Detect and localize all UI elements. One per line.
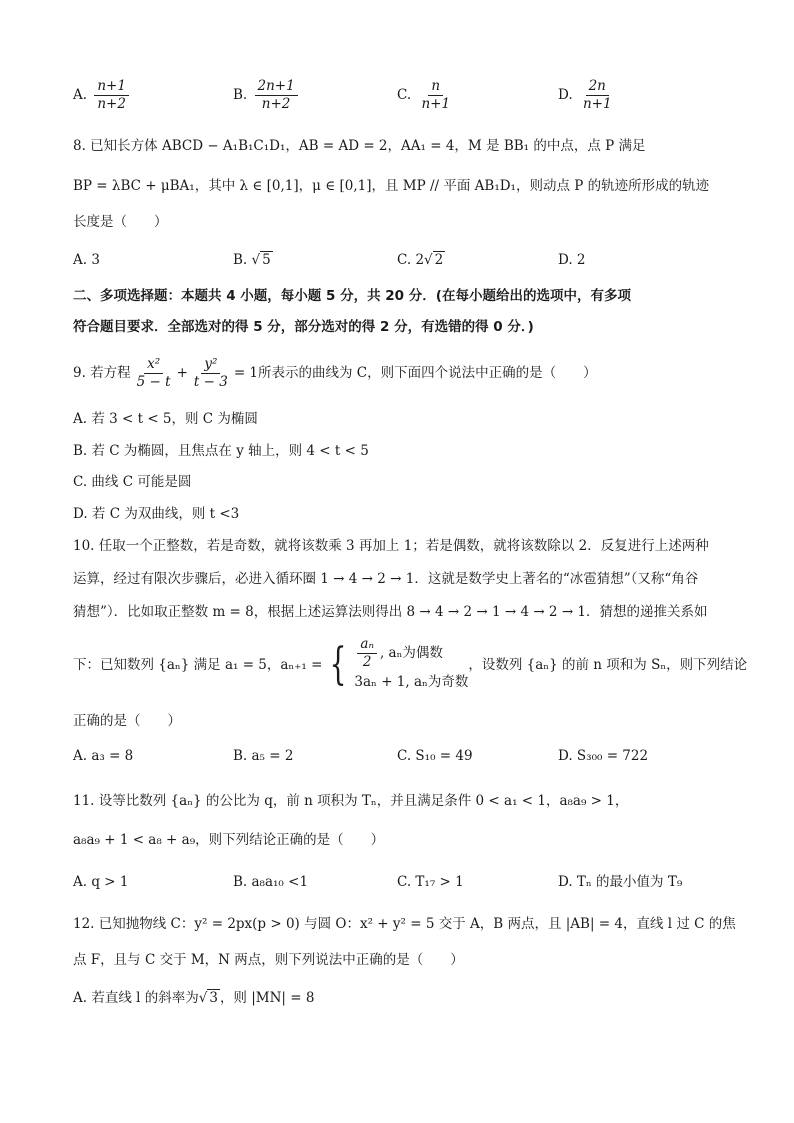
numerator: n [428, 78, 443, 96]
q8-option-c [397, 250, 445, 270]
fraction-y [191, 356, 231, 391]
denominator: t − 3 [193, 374, 228, 390]
q9-prefix: 9. 若方程 [73, 365, 131, 381]
case-even-text: , aₙ为偶数 [379, 645, 443, 661]
sqrt-radicand: 5 [262, 252, 271, 268]
numerator: aₙ [357, 636, 377, 654]
q11-option-c: C. T₁₇ > 1 [397, 874, 464, 890]
case-odd: 3aₙ + 1, aₙ为奇数 [354, 674, 469, 690]
numerator: 2n [586, 78, 609, 96]
left-brace: { [330, 638, 347, 690]
q12-option-a-prefix: A. 若直线 l 的斜率为 [73, 990, 199, 1006]
piecewise-cases [354, 636, 468, 693]
denominator: n+2 [97, 96, 126, 112]
q11-option-d: D. Tₙ 的最小值为 T₉ [558, 874, 683, 890]
q12-option-a-suffix: ，则 |MN| = 8 [219, 990, 315, 1006]
q10-option-b: B. a₅ = 2 [233, 748, 294, 764]
section-2-heading-line-2: 符合题目要求．全部选对的得 5 分，部分选对的得 2 分，有选错的得 0 分．) [73, 319, 534, 335]
q11-line-2: a₈a₉ + 1 < a₈ + a₉，则下列结论正确的是（ ） [73, 832, 385, 848]
q11-line-1: 11. 设等比数列 {aₙ} 的公比为 q，前 n 项积为 Tₙ，并且满足条件 0 < a₁ < 1，a₈a₉ > 1， [73, 793, 629, 809]
option-label: A. [73, 87, 88, 103]
q7-option-b [233, 78, 301, 113]
q10-line-1: 10. 任取一个正整数，若是奇数，就将该数乘 3 再加上 1；若是偶数，就将该数除以 2．反复进行上述两种 [73, 538, 709, 554]
option-label: B. [233, 252, 248, 268]
sqrt-radicand: 3 [209, 990, 218, 1006]
sqrt-symbol: √ [251, 252, 261, 268]
q9-option-d: D. 若 C 为双曲线，则 t <3 [73, 506, 240, 522]
q12-line-2: 点 F，且与 C 交于 M，N 两点，则下列说法中正确的是（ ） [73, 952, 464, 968]
q10-option-d: D. S₃₀₀ = 722 [558, 748, 649, 764]
q10-option-c: C. S₁₀ = 49 [397, 748, 473, 764]
section-2-heading-line-1: 二、多项选择题：本题共 4 小题，每小题 5 分，共 20 分．(在每小题给出的选项中，有多项 [73, 288, 631, 304]
case-even [354, 636, 468, 671]
denominator: 5 − t [136, 374, 171, 390]
coefficient: 2 [415, 252, 425, 268]
option-label: B. [233, 87, 248, 103]
fraction [580, 78, 615, 113]
denominator: 2 [362, 654, 372, 670]
fraction [94, 78, 129, 113]
option-label: D. [558, 87, 573, 103]
q12-line-1: 12. 已知抛物线 C：y² = 2px(p > 0) 与圆 O：x² + y² = 5 交于 A，B 两点，且 |AB| = 4，直线 l 过 C 的焦 [73, 916, 736, 932]
q8-option-d: D. 2 [558, 252, 586, 268]
fraction [357, 636, 377, 671]
q10-line-4 [73, 636, 747, 693]
q10-recurrence [73, 636, 747, 693]
numerator: 2n+1 [255, 78, 298, 96]
q10-option-a: A. a₃ = 8 [73, 748, 134, 764]
q10-line-2: 运算，经过有限次步骤后，必进入循环圈 1 → 4 → 2 → 1．这就是数学史上著名的“冰雹猜想”（又称“角谷 [73, 571, 699, 587]
q7-option-c [397, 78, 456, 113]
sqrt-symbol: √ [424, 252, 433, 268]
fraction [418, 78, 453, 113]
q12-option-a [73, 988, 314, 1008]
q8-option-a: A. 3 [73, 252, 100, 268]
q9-option-a: A. 若 3 < t < 5，则 C 为椭圆 [73, 411, 258, 427]
q11-option-b: B. a₈a₁₀ <1 [233, 874, 309, 890]
q7-option-d [558, 78, 618, 113]
numerator: x² [144, 356, 163, 374]
sqrt-symbol: √ [198, 990, 208, 1006]
q10-line-3: 猜想”）．比如取正整数 m = 8，根据上述运算法则得出 8 → 4 → 2 → 1 → 4 → 2 → 1．猜想的递推关系如 [73, 604, 708, 620]
q11-option-a: A. q > 1 [73, 874, 129, 890]
denominator: n+2 [261, 96, 291, 112]
sqrt-radicand: 2 [434, 252, 444, 268]
q9-option-c: C. 曲线 C 可能是圆 [73, 474, 192, 490]
denominator: n+1 [421, 96, 451, 112]
numerator: n+1 [94, 78, 129, 96]
q10-line-5: 正确的是（ ） [73, 713, 181, 729]
q8-option-b [233, 250, 273, 270]
q8-line-1: 8. 已知长方体 ABCD − A₁B₁C₁D₁，AB = AD = 2，AA₁ = 4，M 是 BB₁ 的中点，点 P 满足 [73, 138, 646, 154]
plus-sign: + [176, 365, 188, 381]
q10-line-4-prefix: 下：已知数列 {aₙ} 满足 a₁ = 5，aₙ₊₁ = [73, 656, 323, 673]
fraction-x [134, 356, 174, 391]
q10-line-4-suffix: ，设数列 {aₙ} 的前 n 项和为 Sₙ，则下列结论 [468, 656, 748, 673]
q9-stem [73, 356, 597, 391]
numerator: y² [201, 356, 220, 374]
q9-option-b: B. 若 C 为椭圆，且焦点在 y 轴上，则 4 < t < 5 [73, 443, 369, 459]
q8-line-2: BP = λBC + μBA₁，其中 λ ∈ [0,1]，μ ∈ [0,1]，且 MP // 平面 AB₁D₁，则动点 P 的轨迹所形成的轨迹 [73, 178, 710, 194]
option-label: C. [397, 87, 412, 103]
denominator: n+1 [582, 96, 612, 112]
q9-suffix: = 1所表示的曲线为 C，则下面四个说法中正确的是（ ） [233, 365, 597, 381]
q7-option-a [73, 78, 132, 113]
fraction [255, 78, 298, 113]
option-label: C. [397, 252, 412, 268]
q8-line-3: 长度是（ ） [73, 214, 168, 230]
